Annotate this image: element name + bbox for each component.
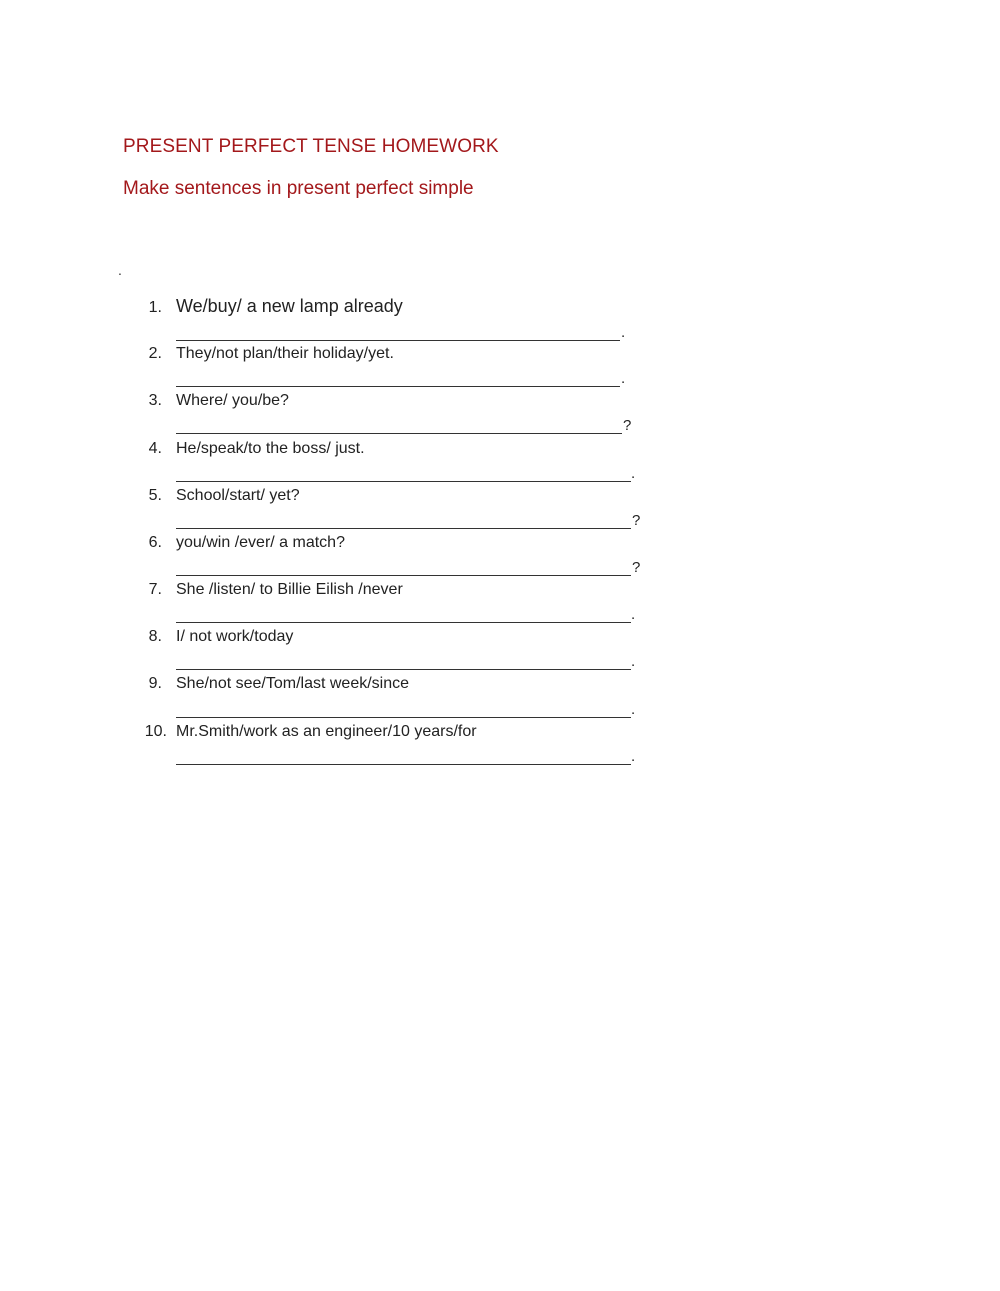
item-prompt: She /listen/ to Billie Eilish /never [176,581,403,598]
item-prompt: I/ not work/today [176,628,294,645]
answer-end-punctuation: . [621,370,626,387]
instruction-text: Make sentences in present perfect simple [123,178,474,199]
item-prompt: Where/ you/be? [176,392,289,409]
answer-line[interactable] [176,717,631,718]
item-prompt: He/speak/to the boss/ just. [176,440,365,457]
answer-line[interactable] [176,386,620,387]
answer-end-punctuation: ? [632,512,641,529]
item-number: 8. [148,628,162,645]
item-prompt: you/win /ever/ a match? [176,534,345,551]
item-number: 6. [148,534,162,551]
item-prompt: School/start/ yet? [176,487,300,504]
item-number: 3. [148,392,162,409]
item-prompt: They/not plan/their holiday/yet. [176,345,394,362]
item-number: 1. [148,299,162,316]
answer-end-punctuation: . [621,324,626,341]
answer-end-punctuation: . [631,606,636,623]
answer-end-punctuation: ? [632,559,641,576]
answer-line[interactable] [176,622,631,623]
item-number: 7. [148,581,162,598]
answer-end-punctuation: . [631,701,636,718]
answer-line[interactable] [176,481,631,482]
item-number: 4. [148,440,162,457]
answer-line[interactable] [176,669,631,670]
stray-mark: . [118,262,122,278]
item-prompt: She/not see/Tom/last week/since [176,675,410,692]
answer-end-punctuation: . [631,748,636,765]
answer-line[interactable] [176,433,622,434]
item-number: 9. [148,675,162,692]
answer-end-punctuation: ? [623,417,632,434]
item-number: 10. [144,723,167,740]
answer-line[interactable] [176,575,631,576]
item-number: 2. [148,345,162,362]
answer-end-punctuation: . [631,465,636,482]
item-prompt: Mr.Smith/work as an engineer/10 years/for [176,723,477,740]
item-prompt: We/buy/ a new lamp already [176,296,403,316]
page-title: PRESENT PERFECT TENSE HOMEWORK [123,136,499,157]
item-number: 5. [148,487,162,504]
answer-line[interactable] [176,340,620,341]
answer-end-punctuation: . [631,653,636,670]
answer-line[interactable] [176,528,631,529]
answer-line[interactable] [176,764,631,765]
